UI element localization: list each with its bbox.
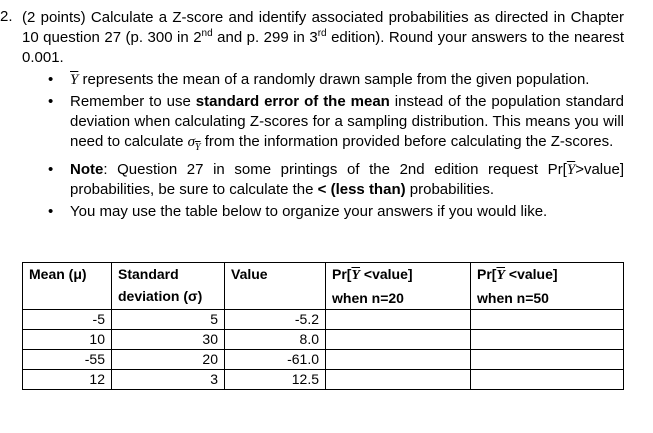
header-prob-n20-c: when n=20 xyxy=(332,290,404,306)
bullet-icon: • xyxy=(48,203,54,220)
header-prob-n20-a: Pr[ xyxy=(332,266,352,282)
table-header-row xyxy=(23,263,624,310)
question-text xyxy=(22,8,624,68)
cell-value: -5.2 xyxy=(225,310,326,330)
bullet-2-text-a: Remember to use xyxy=(70,93,196,110)
header-mean: Mean (μ) xyxy=(23,263,112,310)
less-than-bold: < (less than) xyxy=(317,181,406,198)
list-item xyxy=(48,160,624,200)
bullet-2-bold: standard error of the mean xyxy=(195,93,390,110)
cell-sd: 5 xyxy=(112,310,225,330)
header-value: Value xyxy=(225,263,326,310)
cell-sd: 30 xyxy=(112,330,225,350)
question-intro: (2 points) Calculate a Z-score and identify associated probabilities as directed in Chapter 10 question 27 (p. 300 in 2 xyxy=(22,9,624,46)
header-prob-n20 xyxy=(326,263,471,310)
cell-mean: -55 xyxy=(23,350,112,370)
sigma-subscript: Y xyxy=(195,142,201,153)
header-prob-n50 xyxy=(471,263,624,310)
cell-value: 8.0 xyxy=(225,330,326,350)
bullet-2-text-c: from the information provided before calculating the Z-scores. xyxy=(200,133,614,150)
bullet-1-text: represents the mean of a randomly drawn sample from the given population. xyxy=(78,71,590,88)
ybar-symbol: $\overline{Y}$ xyxy=(496,268,506,283)
header-prob-n50-a: Pr[ xyxy=(477,266,497,282)
list-item xyxy=(48,202,624,222)
list-item xyxy=(48,70,624,90)
bullet-3-text-a: : Question 27 in some printings of the 2nd edition request Pr[ xyxy=(103,161,567,178)
header-prob-n50-b: <value] xyxy=(505,266,558,282)
bullet-2-text-b: instead of the population standard deviation when calculating Z-scores for a sampling distribution. This means you will need to calculate xyxy=(70,93,624,150)
cell-prob-n20[interactable] xyxy=(326,350,471,370)
superscript-rd: rd xyxy=(317,28,327,39)
header-prob-n50-c: when n=50 xyxy=(477,290,549,306)
sigma-ybar-symbol xyxy=(187,134,201,153)
bullet-icon: • xyxy=(48,161,54,178)
bullet-4-text: You may use the table below to organize your answers if you would like. xyxy=(70,203,548,220)
cell-prob-n20[interactable] xyxy=(326,310,471,330)
bullet-icon: • xyxy=(48,93,54,110)
table-row xyxy=(23,370,624,390)
cell-prob-n50[interactable] xyxy=(471,350,624,370)
question-intro-end: edition). Round your answers to the nearest 0.001. xyxy=(22,29,624,66)
table-row xyxy=(23,310,624,330)
cell-mean: 12 xyxy=(23,370,112,390)
ybar-symbol: $\overline{Y}$ xyxy=(351,268,361,283)
cell-sd: 20 xyxy=(112,350,225,370)
bullet-icon: • xyxy=(48,71,54,88)
question-intro-mid: and p. 299 in 3 xyxy=(212,29,318,46)
cell-prob-n50[interactable] xyxy=(471,310,624,330)
list-item xyxy=(48,92,624,158)
cell-mean: 10 xyxy=(23,330,112,350)
bullet-3-text-c: probabilities. xyxy=(405,181,494,198)
cell-prob-n50[interactable] xyxy=(471,330,624,350)
table-row xyxy=(23,330,624,350)
answer-table xyxy=(22,262,624,390)
table-row xyxy=(23,350,624,370)
ybar-symbol: $\overline{Y}$ xyxy=(70,72,79,88)
cell-value: 12.5 xyxy=(225,370,326,390)
superscript-nd: nd xyxy=(201,28,213,39)
cell-prob-n20[interactable] xyxy=(326,370,471,390)
ybar-symbol: $\overline{Y}$ xyxy=(566,162,576,178)
header-sd-line1: Standard xyxy=(118,266,179,282)
cell-sd: 3 xyxy=(112,370,225,390)
cell-prob-n20[interactable] xyxy=(326,330,471,350)
question-number: 2. xyxy=(0,8,13,25)
header-sd xyxy=(112,263,225,310)
note-label: Note xyxy=(70,161,104,178)
cell-mean: -5 xyxy=(23,310,112,330)
bullet-3-text-b: >value] probabilities, be sure to calculate the xyxy=(70,161,624,198)
cell-prob-n50[interactable] xyxy=(471,370,624,390)
header-prob-n20-b: <value] xyxy=(360,266,413,282)
sigma-symbol: σ xyxy=(187,134,195,150)
instruction-list xyxy=(48,70,624,224)
header-sd-line2: deviation (σ) xyxy=(118,288,203,304)
cell-value: -61.0 xyxy=(225,350,326,370)
